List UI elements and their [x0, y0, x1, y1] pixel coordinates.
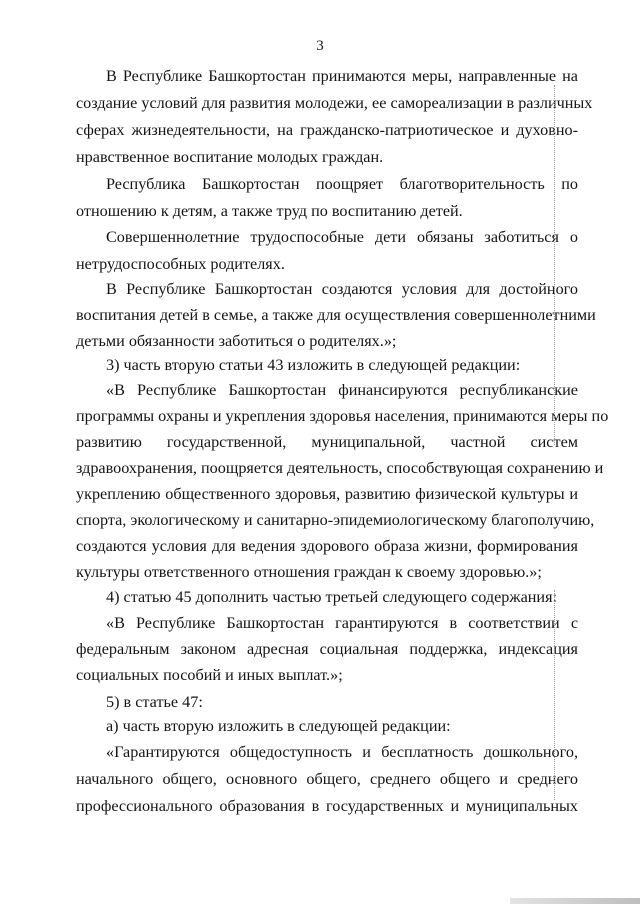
text-line: создаются условия для ведения здорового образа жизни, формирования [76, 537, 578, 555]
text-line: Республика Башкортостан поощряет благотворительность по [106, 175, 578, 193]
text-line: укреплению общественного здоровья, развитию физической культуры и [76, 485, 578, 503]
text-line: детьми обязанности заботиться о родителях.»; [76, 332, 397, 350]
text-line: профессионального образования в государственных и муниципальных [76, 797, 578, 815]
text-line: развитию государственной, муниципальной, частной систем [76, 433, 578, 451]
scan-edge-shadow [510, 898, 640, 904]
text-line: «В Республике Башкортостан финансируются республиканские [106, 381, 578, 399]
text-line: нравственное воспитание молодых граждан. [76, 148, 384, 166]
scan-artifact-line [554, 590, 556, 800]
text-line: спорта, экологическому и санитарно-эпидемиологическому благополучию, [76, 511, 595, 529]
text-line: сферах жизнедеятельности, на гражданско-патриотическое и духовно- [76, 121, 578, 139]
text-line: начального общего, основного общего, среднего общего и среднего [76, 770, 578, 788]
text-line: «В Республике Башкортостан гарантируются в соответствии с [106, 614, 578, 632]
text-line: 4) статью 45 дополнить частью третьей следующего содержания: [106, 588, 558, 606]
scan-artifact-line [554, 85, 556, 445]
text-line: социальных пособий и иных выплат.»; [76, 666, 343, 684]
text-line: В Республике Башкортостан принимаются меры, направленные на [106, 67, 578, 85]
text-line: 5) в статье 47: [106, 693, 203, 711]
text-line: воспитания детей в семье, а также для осуществления совершеннолетними [76, 306, 596, 324]
text-line: В Республике Башкортостан создаются условия для достойного [106, 280, 578, 298]
text-line: создание условий для развития молодежи, ее самореализации в различных [76, 94, 593, 112]
text-line: Совершеннолетние трудоспособные дети обязаны заботиться о [106, 228, 578, 246]
text-line: отношению к детям, а также труд по воспитанию детей. [76, 202, 463, 220]
text-line: «Гарантируются общедоступность и бесплатность дошкольного, [106, 743, 578, 761]
text-line: нетрудоспособных родителях. [76, 255, 285, 273]
text-line: программы охраны и укрепления здоровья населения, принимаются меры по [76, 407, 609, 425]
text-line: 3) часть вторую статьи 43 изложить в следующей редакции: [106, 356, 521, 374]
page-number: 3 [316, 38, 324, 54]
text-line: федеральным законом адресная социальная поддержка, индексация [76, 640, 578, 658]
text-line: здравоохранения, поощряется деятельность, способствующая сохранению и [76, 459, 604, 477]
text-line: культуры ответственного отношения граждан к своему здоровью.»; [76, 563, 542, 581]
text-line: а) часть вторую изложить в следующей редакции: [106, 717, 451, 735]
